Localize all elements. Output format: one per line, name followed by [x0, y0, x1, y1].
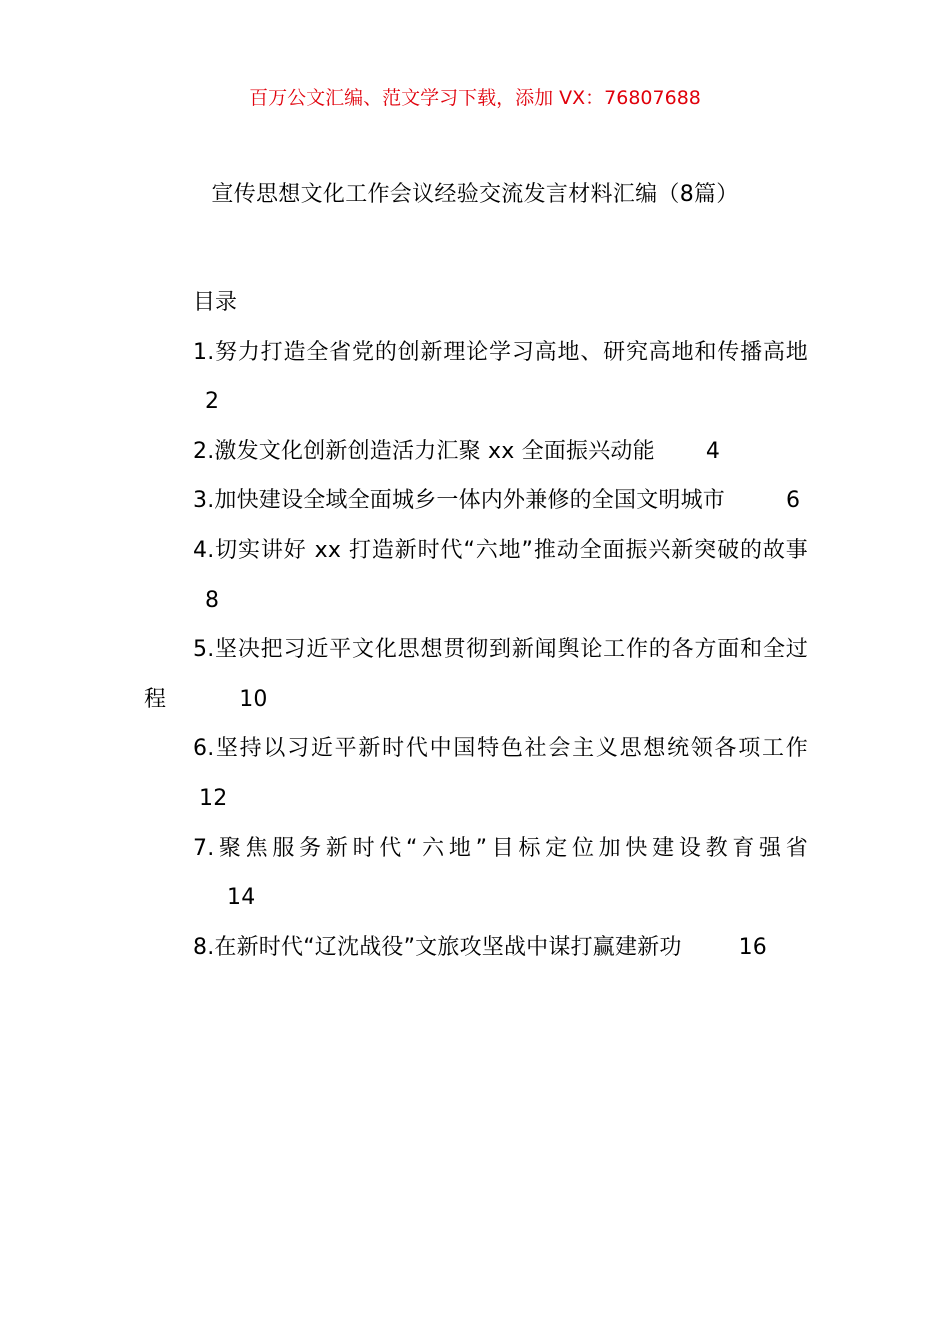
toc-entry [144, 625, 808, 724]
toc-entry [144, 328, 808, 427]
toc-entry-title: 3.加快建设全域全面城乡一体内外兼修的全国文明城市 [193, 488, 725, 514]
toc-entry-title: 8.在新时代“辽沈战役”文旅攻坚战中谋打赢建新功 [193, 934, 682, 960]
toc-entry-page: 12 [199, 785, 228, 811]
toc-entry-page: 2 [205, 389, 220, 415]
toc-entry-title: 4.切实讲好 xx 打造新时代“六地”推动全面振兴新突破的故事 [193, 537, 808, 563]
toc-entry-page: 14 [227, 885, 256, 911]
toc-entry-page: 4 [705, 438, 721, 464]
toc-entry-title: 2.激发文化创新创造活力汇聚 xx 全面振兴动能 [193, 438, 655, 464]
toc-entry-page: 8 [205, 587, 220, 613]
toc-entry-page: 10 [239, 686, 268, 712]
toc-entry [144, 724, 808, 823]
toc-heading: 目录 [193, 290, 238, 315]
document-title: 宣传思想文化工作会议经验交流发言材料汇编（8篇） [211, 182, 739, 207]
toc-entry-title: 7.聚焦服务新时代“六地”目标定位加快建设教育强省 [193, 835, 808, 861]
toc-entry [144, 824, 808, 923]
toc-entry [144, 923, 808, 973]
toc-entry-page: 6 [786, 488, 801, 514]
toc-entry-page: 16 [738, 934, 767, 960]
toc-entry [144, 526, 808, 625]
toc-entry-title: 1.努力打造全省党的创新理论学习高地、研究高地和传播高地 [193, 339, 808, 365]
toc-entry [144, 476, 808, 526]
toc-entry-title: 6.坚持以习近平新时代中国特色社会主义思想统领各项工作 [193, 736, 808, 762]
header-watermark-note: 百万公文汇编、范文学习下载，添加 VX：76807688 [249, 87, 701, 109]
table-of-contents [144, 278, 808, 972]
toc-entry-title: 5.坚决把习近平文化思想贯彻到新闻舆论工作的各方面和全过程 [144, 637, 808, 712]
toc-entry [144, 427, 808, 477]
